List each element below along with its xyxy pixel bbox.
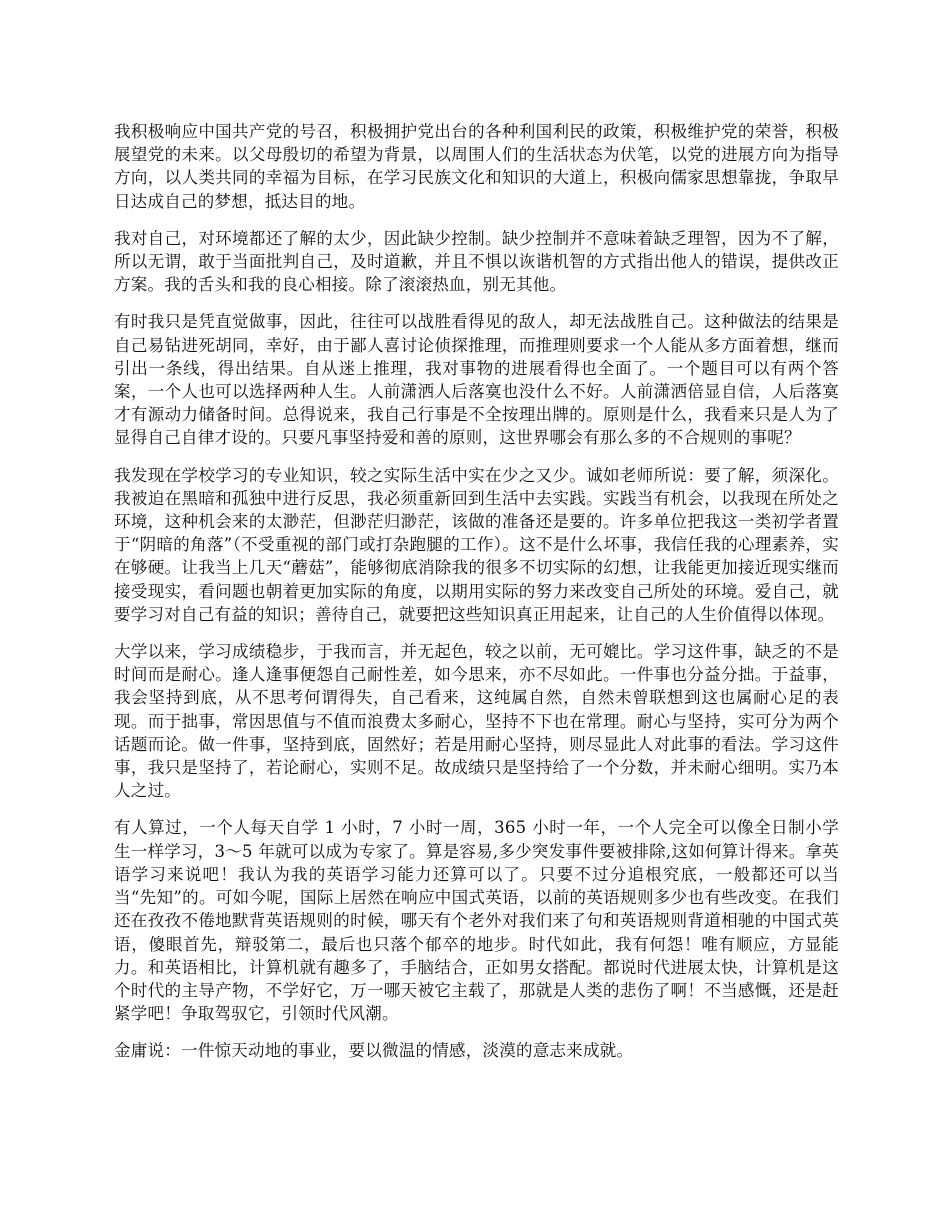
- paragraph-6: 有人算过，一个人每天自学 1 小时，7 小时一周，365 小时一年，一个人完全可以像全日制小学生一样学习，3～5 年就可以成为专家了。算是容易,多少突发事件要被排除,这如何算计得来。拿英语学习来说吧！我认为我的英语学习能力还算可以了。只要不过分追根究底，一般都还可以当当“先知”的。可如今呢，国际上居然在响应中国式英语，以前的英语规则多少也有些改变。在我们还在孜孜不倦地默背英语规则的时候，哪天有个老外对我们来了句和英语规则背道相驰的中国式英语，傻眼首先，辩驳第二，最后也只落个郁卒的地步。时代如此，我有何怨！唯有顺应，方显能力。和英语相比，计算机就有趣多了，手脑结合，正如男女搭配。都说时代进展太快，计算机是这个时代的主导产物，不学好它，万一哪天被它主载了，那就是人类的悲伤了啊！不当感慨，还是赶紧学吧！争取驾驭它，引领时代风潮。: [114, 818, 839, 1024]
- document-body: [114, 120, 839, 1077]
- paragraph-3: 有时我只是凭直觉做事，因此，往往可以战胜看得见的敌人，却无法战胜自己。这种做法的结果是自己易钻进死胡同，幸好，由于鄙人喜讨论侦探推理，而推理则要求一个人能从多方面着想，继而引出一条线，得出结果。自从迷上推理，我对事物的进展看得也全面了。一个题目可以有两个答案，一个人也可以选择两种人生。人前潇洒人后落寞也没什么不好。人前潇洒倍显自信，人后落寞才有源动力储备时间。总得说来，我自己行事是不全按理出牌的。原则是什么，我看来只是人为了显得自己自律才设的。只要凡事坚持爱和善的原则，这世界哪会有那么多的不合规则的事呢？: [114, 312, 839, 448]
- paragraph-2: 我对自己，对环境都还了解的太少，因此缺少控制。缺少控制并不意味着缺乏理智，因为不了解，所以无谓，敢于当面批判自己，及时道歉，并且不惧以诙谐机智的方式指出他人的错误，提供改正方案。我的舌头和我的良心相接。除了滚滚热血，别无其他。: [114, 228, 839, 295]
- paragraph-7: 金庸说：一件惊天动地的事业，要以微温的情感，淡漠的意志来成就。: [114, 1041, 634, 1061]
- paragraph-5: 大学以来，学习成绩稳步，于我而言，并无起色，较之以前，无可媲比。学习这件事，缺乏的不是时间而是耐心。逢人逢事便怨自己耐性差，如今思来，亦不尽如此。一件事也分益分拙。于益事，我会坚持到底，从不思考何谓得失，自己看来，这纯属自然，自然未曾联想到这也属耐心足的表现。而于拙事，常因思值与不值而浪费太多耐心，坚持不下也在常理。耐心与坚持，实可分为两个话题而论。做一件事，坚持到底，固然好；若是用耐心坚持，则尽显此人对此事的看法。学习这件事，我只是坚持了，若论耐心，实则不足。故成绩只是坚持给了一个分数，并未耐心细明。实乃本人之过。: [114, 642, 839, 801]
- paragraph-1: 我积极响应中国共产党的号召，积极拥护党出台的各种利国利民的政策，积极维护党的荣誉，积极展望党的未来。以父母殷切的希望为背景，以周围人们的生活状态为伏笔，以党的进展方向为指导方向，以人类共同的幸福为目标，在学习民族文化和知识的大道上，积极向儒家思想靠拢，争取早日达成自己的梦想，抵达目的地。: [114, 122, 839, 211]
- paragraph-4: 我发现在学校学习的专业知识，较之实际生活中实在少之又少。诚如老师所说：要了解，须深化。我被迫在黑暗和孤独中进行反思，我必须重新回到生活中去实践。实践当有机会，以我现在所处之环境，这种机会来的太渺茫，但渺茫归渺茫，该做的准备还是要的。许多单位把我这一类初学者置于“阴暗的角落”（不受重视的部门或打杂跑腿的工作）。这不是什么坏事，我信任我的心理素养，实在够硬。让我当上几天“蘑菇”，能够彻底消除我的很多不切实际的幻想，让我能更加接近现实继而接受现实，看问题也朝着更加实际的角度，以期用实际的努力来改变自己所处的环境。爱自己，就要学习对自己有益的知识；善待自己，就要把这些知识真正用起来，让自己的人生价值得以体现。: [114, 465, 839, 624]
